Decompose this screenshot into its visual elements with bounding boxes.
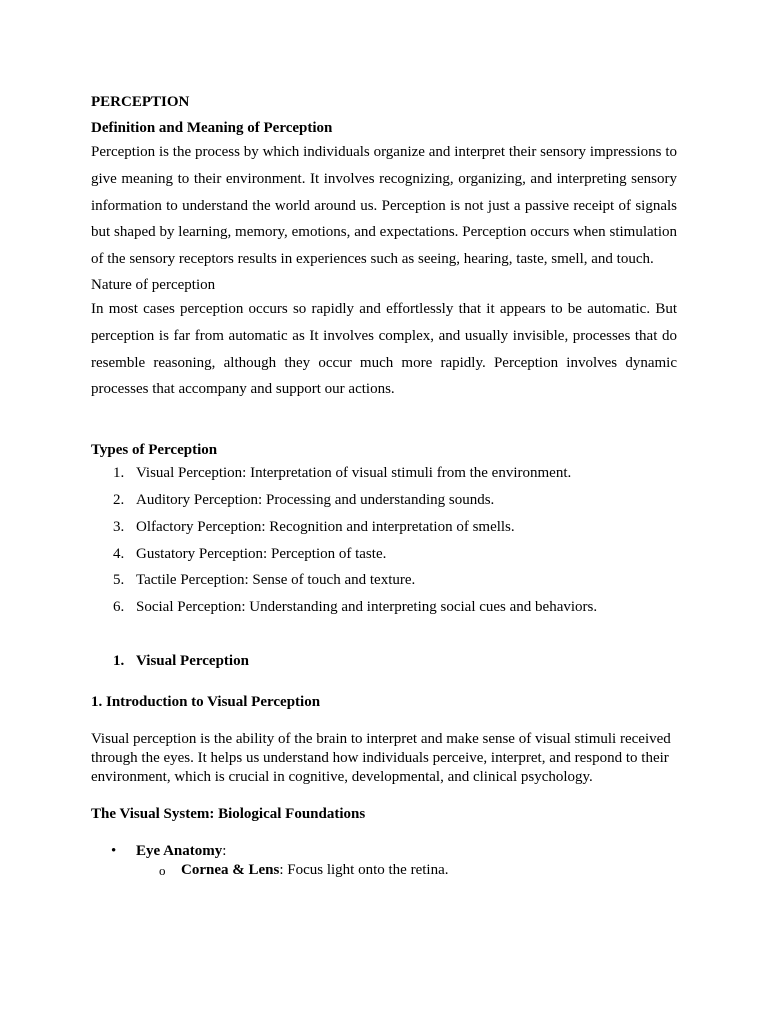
list-item-text: Gustatory Perception: Perception of taste.: [136, 545, 387, 562]
intro-paragraph: Visual perception is the ability of the brain to interpret and make sense of visual stimuli received through the eyes. It helps us understand how individuals perceive, interpret, and respond to their environment, which is crucial in cognitive, developmental, and clinical psychology.: [91, 730, 671, 785]
list-item: [91, 487, 677, 514]
list-item: [91, 567, 677, 594]
list-item-text: Tactile Perception: Sense of touch and texture.: [136, 572, 416, 589]
visual-system-heading: The Visual System: Biological Foundations: [91, 805, 366, 822]
list-item-number: 4.: [113, 545, 125, 562]
list-item: [91, 460, 677, 487]
list-item-text: Visual Perception: Interpretation of visual stimuli from the environment.: [136, 465, 572, 482]
section-number: 1.: [113, 652, 125, 669]
nature-paragraph: In most cases perception occurs so rapidly and effortlessly that it appears to be automatic. But perception is far from automatic as It involves complex, and usually invisible, processes that do resemble reasoning, although they occur much more rapidly. Perception involves dynamic processes that accompany and support our actions.: [91, 300, 677, 398]
types-list: [91, 460, 677, 621]
list-item: [91, 541, 677, 568]
bullet-icon: •: [111, 842, 117, 859]
types-heading: Types of Perception: [91, 442, 218, 459]
intro-heading: 1. Introduction to Visual Perception: [91, 693, 321, 710]
list-item-text: Olfactory Perception: Recognition and interpretation of smells.: [136, 518, 515, 535]
list-item-number: 1.: [113, 465, 125, 482]
sub-bullet-label: Cornea & Lens: [181, 861, 280, 878]
definition-paragraph: Perception is the process by which individuals organize and interpret their sensory impressions to give meaning to their environment. It involves recognizing, organizing, and interpreting sensory information to understand the world around us. Perception is not just a passive receipt of signals but shaped by learning, memory, emotions, and expectations. Perception occurs when stimulation of the sensory receptors results in experiences such as seeing, hearing, taste, smell, and touch.: [91, 144, 677, 268]
list-item: [91, 594, 677, 621]
nature-heading: Nature of perception: [91, 276, 216, 293]
list-item-number: 3.: [113, 518, 125, 535]
list-item: [91, 842, 677, 861]
list-item-number: 5.: [113, 572, 125, 589]
section-title: Visual Perception: [136, 652, 249, 669]
definition-heading: Definition and Meaning of Perception: [91, 120, 333, 136]
list-item: [91, 861, 677, 880]
sub-bullet-icon: o: [159, 862, 166, 878]
bullet-label: Eye Anatomy: [136, 842, 223, 859]
list-item-number: 6.: [113, 599, 125, 616]
sub-bullet-text: : Focus light onto the retina.: [279, 861, 449, 878]
visual-perception-list-heading: [91, 648, 677, 675]
list-item-text: Auditory Perception: Processing and understanding sounds.: [136, 491, 495, 508]
list-item-text: Social Perception: Understanding and interpreting social cues and behaviors.: [136, 599, 598, 616]
document-title: PERCEPTION: [91, 94, 190, 110]
document-body: [91, 92, 677, 880]
bullet-suffix: :: [222, 842, 227, 859]
list-item-number: 2.: [113, 491, 125, 508]
list-item: [91, 514, 677, 541]
